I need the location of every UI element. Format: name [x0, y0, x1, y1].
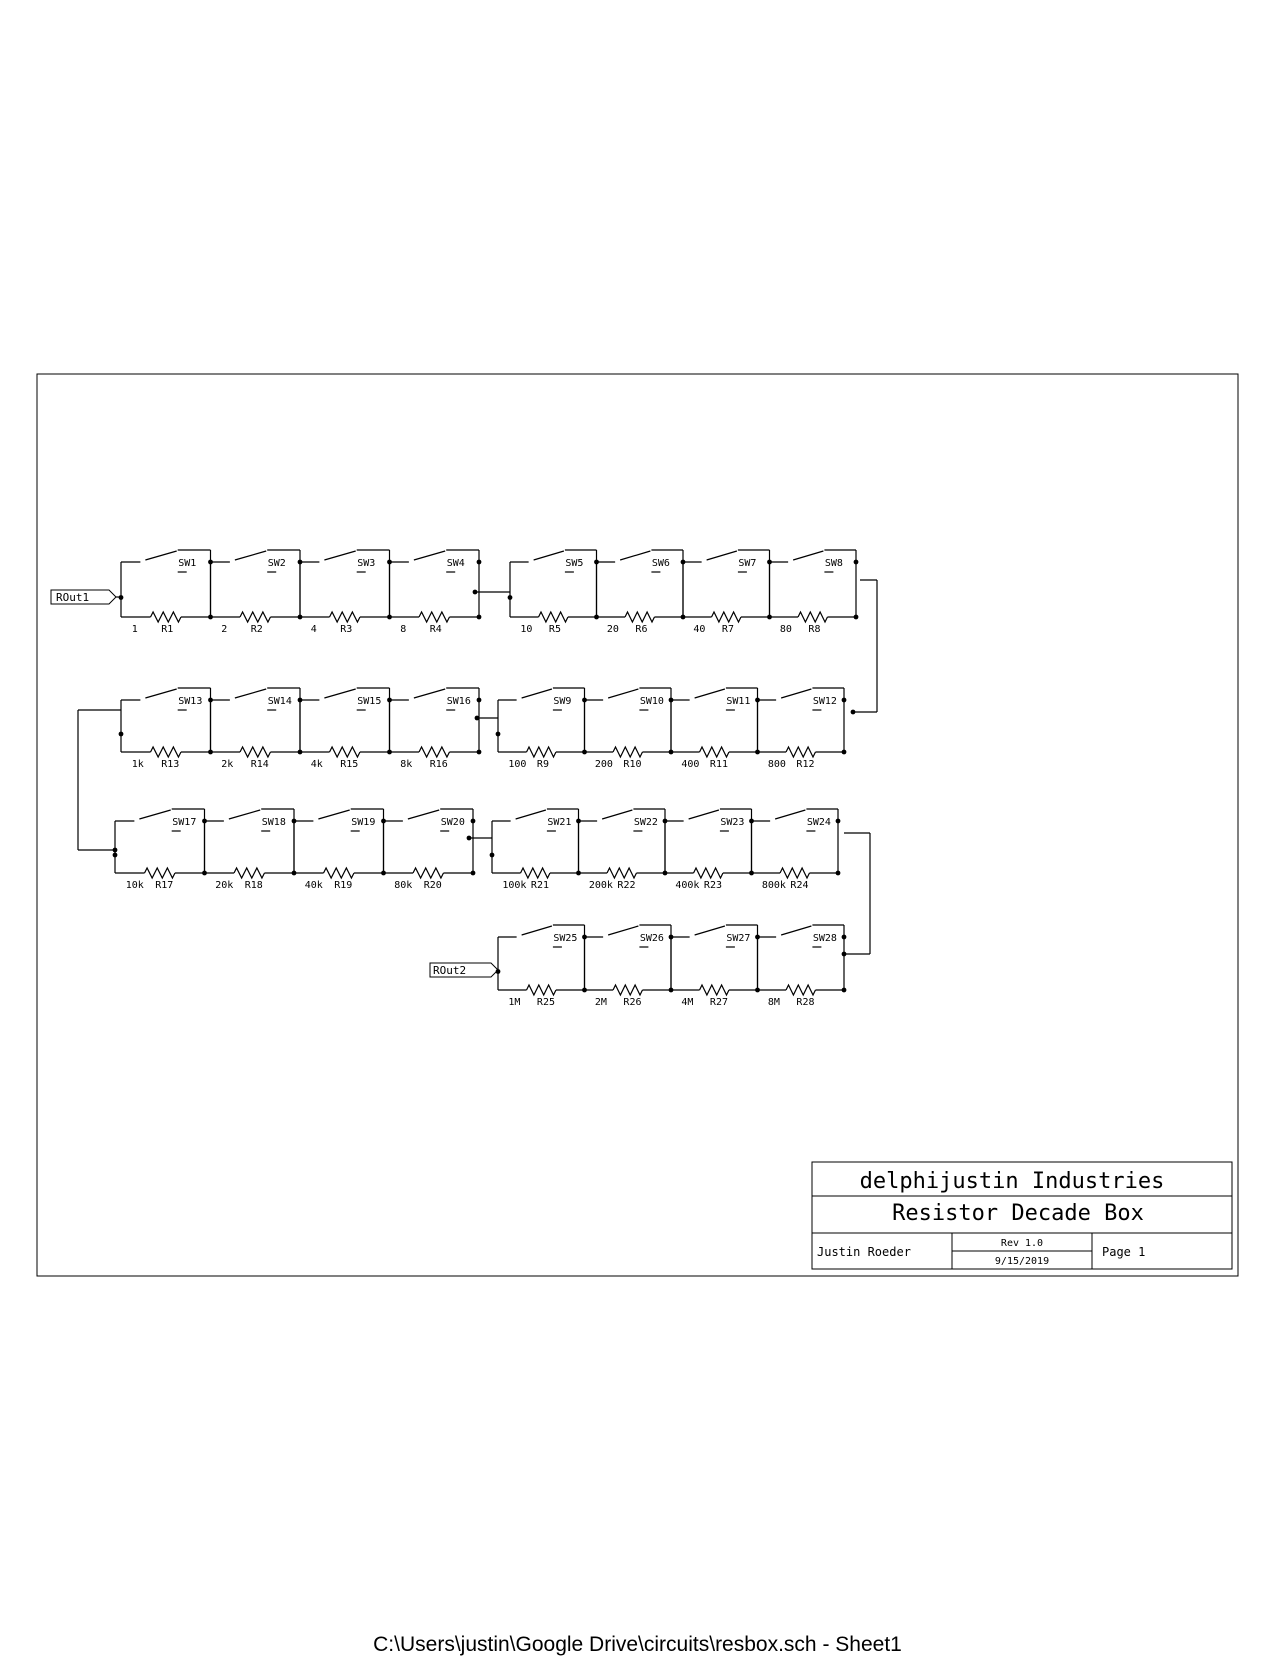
port-rout1-label: ROut1	[56, 591, 90, 604]
switch-contact	[517, 697, 522, 702]
resistor-value: 200k	[588, 880, 613, 891]
junction-dot	[842, 750, 847, 755]
switch-contact	[320, 697, 325, 702]
resistor-symbol	[145, 868, 175, 878]
switch-lever	[324, 551, 355, 560]
drawing-title: Resistor Decade Box	[892, 1201, 1144, 1226]
switch-lever	[318, 810, 349, 819]
resistor-value: 10k	[125, 880, 144, 891]
resistor-symbol	[700, 747, 729, 757]
resistor-ref: R1	[161, 624, 174, 635]
resistor-value: 40	[693, 624, 706, 635]
junction-dot	[842, 952, 847, 957]
switch-contact	[345, 828, 350, 833]
revision: Rev 1.0	[1000, 1238, 1044, 1249]
switch-lever	[516, 810, 546, 819]
switch-lever	[781, 926, 811, 935]
resistor-ref: R19	[334, 880, 353, 891]
resistor-symbol	[330, 612, 360, 622]
switch-label: SW12	[812, 696, 837, 707]
switch-contact	[789, 559, 794, 564]
resistor-symbol	[780, 868, 809, 878]
junction-dot	[836, 819, 841, 824]
switch-contact	[262, 707, 267, 712]
switch-lever	[793, 551, 823, 560]
author-name: Justin Roeder	[817, 1245, 911, 1259]
switch-label: SW9	[553, 696, 572, 707]
circuit-group	[78, 547, 877, 1008]
junction-dot	[842, 935, 847, 940]
port-rout1	[51, 590, 116, 604]
resistor-symbol	[712, 612, 741, 622]
resistor-symbol	[539, 612, 568, 622]
junction-dot	[477, 560, 482, 565]
switch-lever	[620, 551, 650, 560]
switch-contact	[801, 828, 806, 833]
switch-contact	[135, 818, 140, 823]
switch-contact	[547, 944, 552, 949]
switch-label: SW4	[446, 558, 465, 569]
junction-dot	[477, 750, 482, 755]
resistor-value: 10	[520, 624, 533, 635]
resistor-value: 20k	[215, 880, 234, 891]
switch-label: SW6	[651, 558, 670, 569]
switch-contact	[517, 934, 522, 939]
resistor-ref: R8	[808, 624, 821, 635]
switch-lever	[775, 810, 805, 819]
company-name: delphijustin Industries	[859, 1169, 1165, 1194]
switch-label: SW11	[726, 696, 751, 707]
resistor-value: 2k	[221, 759, 234, 770]
resistor-symbol	[786, 747, 815, 757]
switch-lever	[324, 689, 355, 698]
resistor-ref: R15	[340, 759, 359, 770]
resistor-ref: R27	[709, 997, 728, 1008]
junction-dot	[119, 732, 124, 737]
junction-dot	[490, 853, 495, 858]
switch-contact	[172, 707, 177, 712]
switch-contact	[256, 828, 261, 833]
switch-contact	[616, 559, 621, 564]
switch-contact	[441, 707, 446, 712]
switch-label: SW26	[639, 933, 664, 944]
resistor-symbol	[786, 985, 815, 995]
resistor-symbol	[330, 747, 360, 757]
switch-lever	[689, 810, 719, 819]
switch-contact	[320, 559, 325, 564]
resistor-symbol	[419, 747, 449, 757]
switch-contact	[771, 818, 776, 823]
switch-lever	[522, 689, 552, 698]
resistor-value: 800k	[761, 880, 786, 891]
switch-lever	[414, 689, 445, 698]
switch-contact	[604, 697, 609, 702]
junction-dot	[477, 698, 482, 703]
resistor-value: 1k	[131, 759, 144, 770]
resistor-value: 800	[767, 759, 786, 770]
switch-label: SW5	[565, 558, 584, 569]
switch-contact	[777, 697, 782, 702]
junction-dot	[473, 590, 478, 595]
resistor-value: 100k	[502, 880, 527, 891]
switch-contact	[224, 818, 229, 823]
resistor-value: 4M	[681, 997, 694, 1008]
switch-lever	[229, 810, 260, 819]
switch-contact	[604, 934, 609, 939]
junction-dot	[496, 732, 501, 737]
switch-lever	[235, 689, 266, 698]
switch-contact	[230, 697, 235, 702]
resistor-value: 2M	[594, 997, 607, 1008]
switch-contact	[230, 559, 235, 564]
resistor-value: 80	[779, 624, 792, 635]
switch-lever	[695, 926, 725, 935]
switch-contact	[807, 944, 812, 949]
resistor-ref: R2	[250, 624, 263, 635]
switch-label: SW14	[267, 696, 292, 707]
switch-contact	[547, 707, 552, 712]
port-rout2	[430, 963, 498, 977]
junction-dot	[475, 716, 480, 721]
junction-dot	[842, 988, 847, 993]
switch-label: SW27	[726, 933, 751, 944]
resistor-value: 20	[606, 624, 619, 635]
switch-label: SW24	[806, 817, 831, 828]
junction-dot	[508, 595, 513, 600]
switch-lever	[414, 551, 445, 560]
switch-lever	[522, 926, 552, 935]
switch-contact	[141, 697, 146, 702]
resistor-ref: R4	[429, 624, 442, 635]
resistor-symbol	[625, 612, 654, 622]
resistor-ref: R11	[709, 759, 728, 770]
resistor-ref: R24	[790, 880, 809, 891]
switch-contact	[628, 828, 633, 833]
resistor-value: 1M	[508, 997, 521, 1008]
resistor-ref: R25	[536, 997, 555, 1008]
resistor-value: 4	[310, 624, 317, 635]
switch-contact	[441, 569, 446, 574]
resistor-ref: R22	[617, 880, 636, 891]
switch-label: SW15	[357, 696, 382, 707]
resistor-symbol	[240, 612, 270, 622]
switch-label: SW3	[357, 558, 376, 569]
junction-dot	[836, 871, 841, 876]
switch-label: SW25	[553, 933, 578, 944]
resistor-symbol	[694, 868, 723, 878]
switch-contact	[732, 569, 737, 574]
resistor-value: 8	[400, 624, 407, 635]
switch-label: SW19	[351, 817, 376, 828]
resistor-ref: R21	[530, 880, 549, 891]
switch-label: SW18	[261, 817, 286, 828]
switch-label: SW23	[720, 817, 745, 828]
switch-contact	[646, 569, 651, 574]
resistor-symbol	[324, 868, 354, 878]
switch-label: SW10	[639, 696, 664, 707]
switch-lever	[145, 689, 176, 698]
switch-contact	[684, 818, 689, 823]
switch-lever	[695, 689, 725, 698]
resistor-ref: R26	[623, 997, 642, 1008]
junction-dot	[113, 848, 118, 853]
switch-lever	[602, 810, 632, 819]
switch-label: SW16	[446, 696, 471, 707]
junction-dot	[477, 615, 482, 620]
resistor-ref: R17	[155, 880, 174, 891]
switch-contact	[690, 934, 695, 939]
switch-contact	[807, 707, 812, 712]
drawing-date: 9/15/2019	[994, 1256, 1050, 1267]
resistor-value: 1	[131, 624, 138, 635]
resistor-ref: R5	[548, 624, 561, 635]
switch-lever	[608, 926, 638, 935]
resistor-ref: R12	[796, 759, 815, 770]
switch-contact	[403, 818, 408, 823]
switch-contact	[409, 559, 414, 564]
resistor-symbol	[798, 612, 827, 622]
switch-contact	[409, 697, 414, 702]
switch-contact	[598, 818, 603, 823]
port-rout2-label: ROut2	[433, 964, 467, 977]
resistor-value: 40k	[304, 880, 323, 891]
resistor-symbol	[613, 985, 642, 995]
switch-contact	[819, 569, 824, 574]
switch-lever	[534, 551, 564, 560]
switch-contact	[511, 818, 516, 823]
switch-contact	[720, 944, 725, 949]
resistor-ref: R3	[340, 624, 353, 635]
switch-contact	[262, 569, 267, 574]
switch-contact	[720, 707, 725, 712]
switch-contact	[714, 828, 719, 833]
resistor-symbol	[413, 868, 443, 878]
switch-contact	[541, 828, 546, 833]
junction-dot	[854, 560, 859, 565]
resistor-value: 8k	[400, 759, 413, 770]
switch-contact	[166, 828, 171, 833]
junction-dot	[851, 710, 856, 715]
resistor-symbol	[527, 747, 556, 757]
resistor-ref: R20	[423, 880, 442, 891]
resistor-value: 400k	[675, 880, 700, 891]
resistor-ref: R7	[721, 624, 734, 635]
switch-lever	[608, 689, 638, 698]
switch-lever	[235, 551, 266, 560]
resistor-ref: R13	[161, 759, 180, 770]
resistor-symbol	[521, 868, 550, 878]
resistor-ref: R6	[635, 624, 648, 635]
switch-contact	[690, 697, 695, 702]
switch-label: SW28	[812, 933, 837, 944]
page-number: Page 1	[1102, 1245, 1146, 1259]
resistor-ref: R14	[250, 759, 269, 770]
resistor-symbol	[700, 985, 729, 995]
resistor-value: 4k	[310, 759, 323, 770]
resistor-value: 80k	[394, 880, 413, 891]
switch-label: SW7	[738, 558, 757, 569]
switch-lever	[707, 551, 737, 560]
resistor-ref: R10	[623, 759, 642, 770]
resistor-value: 100	[508, 759, 527, 770]
switch-lever	[781, 689, 811, 698]
switch-lever	[139, 810, 170, 819]
footer-file-path: C:\Users\justin\Google Drive\circuits\resbox.sch - Sheet1	[373, 1633, 902, 1656]
switch-label: SW21	[547, 817, 572, 828]
switch-contact	[634, 707, 639, 712]
junction-dot	[471, 871, 476, 876]
switch-label: SW17	[172, 817, 197, 828]
switch-label: SW8	[824, 558, 843, 569]
switch-label: SW22	[633, 817, 658, 828]
resistor-ref: R28	[796, 997, 815, 1008]
resistor-symbol	[527, 985, 556, 995]
junction-dot	[113, 853, 118, 858]
resistor-symbol	[151, 747, 181, 757]
switch-contact	[351, 707, 356, 712]
resistor-ref: R9	[536, 759, 549, 770]
switch-lever	[408, 810, 439, 819]
title-block	[812, 1162, 1232, 1269]
switch-lever	[145, 551, 176, 560]
resistor-symbol	[613, 747, 642, 757]
resistor-symbol	[234, 868, 264, 878]
switch-label: SW20	[440, 817, 465, 828]
junction-dot	[842, 698, 847, 703]
resistor-value: 2	[221, 624, 228, 635]
junction-dot	[467, 836, 472, 841]
switch-contact	[435, 828, 440, 833]
switch-contact	[559, 569, 564, 574]
switch-label: SW2	[267, 558, 286, 569]
resistor-ref: R23	[703, 880, 722, 891]
resistor-value: 200	[594, 759, 613, 770]
resistor-symbol	[419, 612, 449, 622]
resistor-value: 400	[681, 759, 700, 770]
resistor-symbol	[240, 747, 270, 757]
resistor-ref: R16	[429, 759, 448, 770]
switch-contact	[141, 559, 146, 564]
resistor-symbol	[607, 868, 636, 878]
switch-contact	[777, 934, 782, 939]
switch-contact	[529, 559, 534, 564]
junction-dot	[471, 819, 476, 824]
junction-dot	[854, 615, 859, 620]
resistor-symbol	[151, 612, 181, 622]
switch-label: SW1	[178, 558, 197, 569]
resistor-value: 8M	[767, 997, 780, 1008]
switch-label: SW13	[178, 696, 203, 707]
switch-contact	[634, 944, 639, 949]
resistor-ref: R18	[244, 880, 263, 891]
switch-contact	[314, 818, 319, 823]
switch-contact	[702, 559, 707, 564]
switch-contact	[351, 569, 356, 574]
switch-contact	[172, 569, 177, 574]
